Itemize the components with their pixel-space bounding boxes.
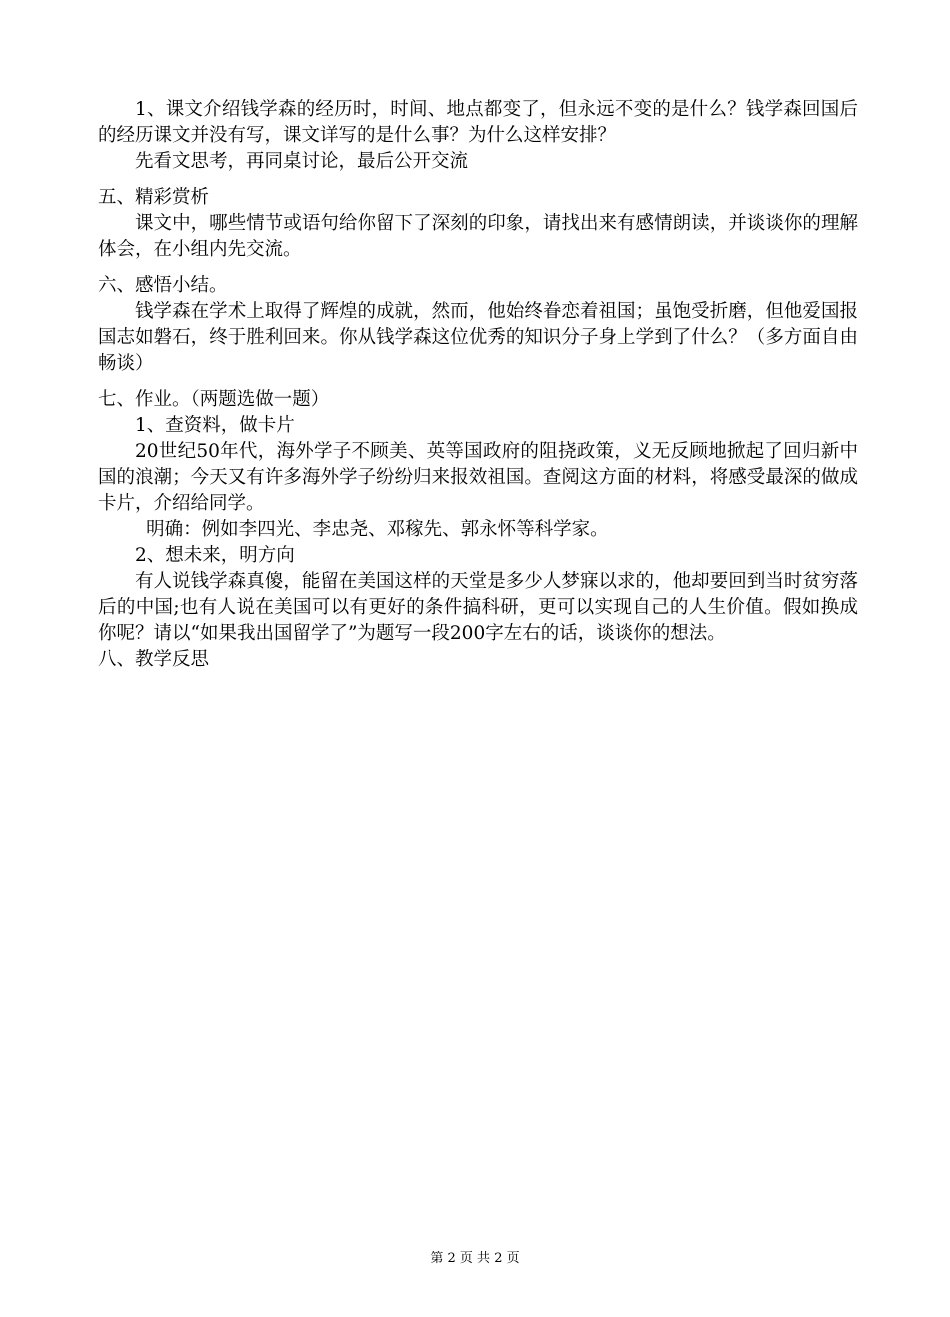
spacer — [98, 175, 858, 185]
section-5-body: 课文中，哪些情节或语句给你留下了深刻的印象，请找出来有感情朗读，并谈谈你的理解体会，在小组内先交流。 — [98, 213, 858, 260]
section-6-body: 钱学森在学术上取得了辉煌的成就，然而，他始终眷恋着祖国；虽饱受折磨，但他爱国报国志如磐石，终于胜利回来。你从钱学森这位优秀的知识分子身上学到了什么？（多方面自由畅谈） — [98, 301, 858, 374]
section-7-item-1-note: 明确：例如李四光、李忠尧、邓稼先、郭永怀等科学家。 — [146, 519, 609, 540]
section-7-item-1-title: 1、查资料，做卡片 — [135, 415, 295, 436]
section-6-heading: 六、感悟小结。 — [98, 275, 228, 296]
question-1-paragraph: 1、课文介绍钱学森的经历时，时间、地点都变了，但永远不变的是什么？钱学森回国后的经历课文并没有写，课文详写的是什么事？为什么这样安排？ — [98, 99, 858, 146]
section-8-heading: 八、教学反思 — [98, 649, 210, 670]
question-1-method: 先看文思考，再同桌讨论，最后公开交流 — [135, 151, 469, 172]
section-7-heading: 七、作业。（两题选做一题） — [98, 389, 330, 410]
section-5-heading: 五、精彩赏析 — [98, 187, 210, 208]
spacer — [98, 377, 858, 387]
spacer — [98, 263, 858, 273]
document-body — [98, 97, 858, 673]
page-number-footer: 第 2 页 共 2 页 — [430, 1251, 520, 1266]
section-7-item-2-title: 2、想未来，明方向 — [135, 545, 295, 566]
section-7-item-1-body: 20世纪50年代，海外学子不顾美、英等国政府的阻挠政策，义无反顾地掀起了回归新中国的浪潮；今天又有许多海外学子纷纷归来报效祖国。查阅这方面的材料，将感受最深的做成卡片，介绍给同学。 — [98, 441, 858, 514]
section-7-item-2-body: 有人说钱学森真傻，能留在美国这样的天堂是多少人梦寐以求的，他却要回到当时贫穷落后的中国;也有人说在美国可以有更好的条件搞科研，更可以实现自己的人生价值。假如换成你呢？请以“如果我出国留学了”为题写一段200字左右的话，谈谈你的想法。 — [98, 571, 858, 644]
